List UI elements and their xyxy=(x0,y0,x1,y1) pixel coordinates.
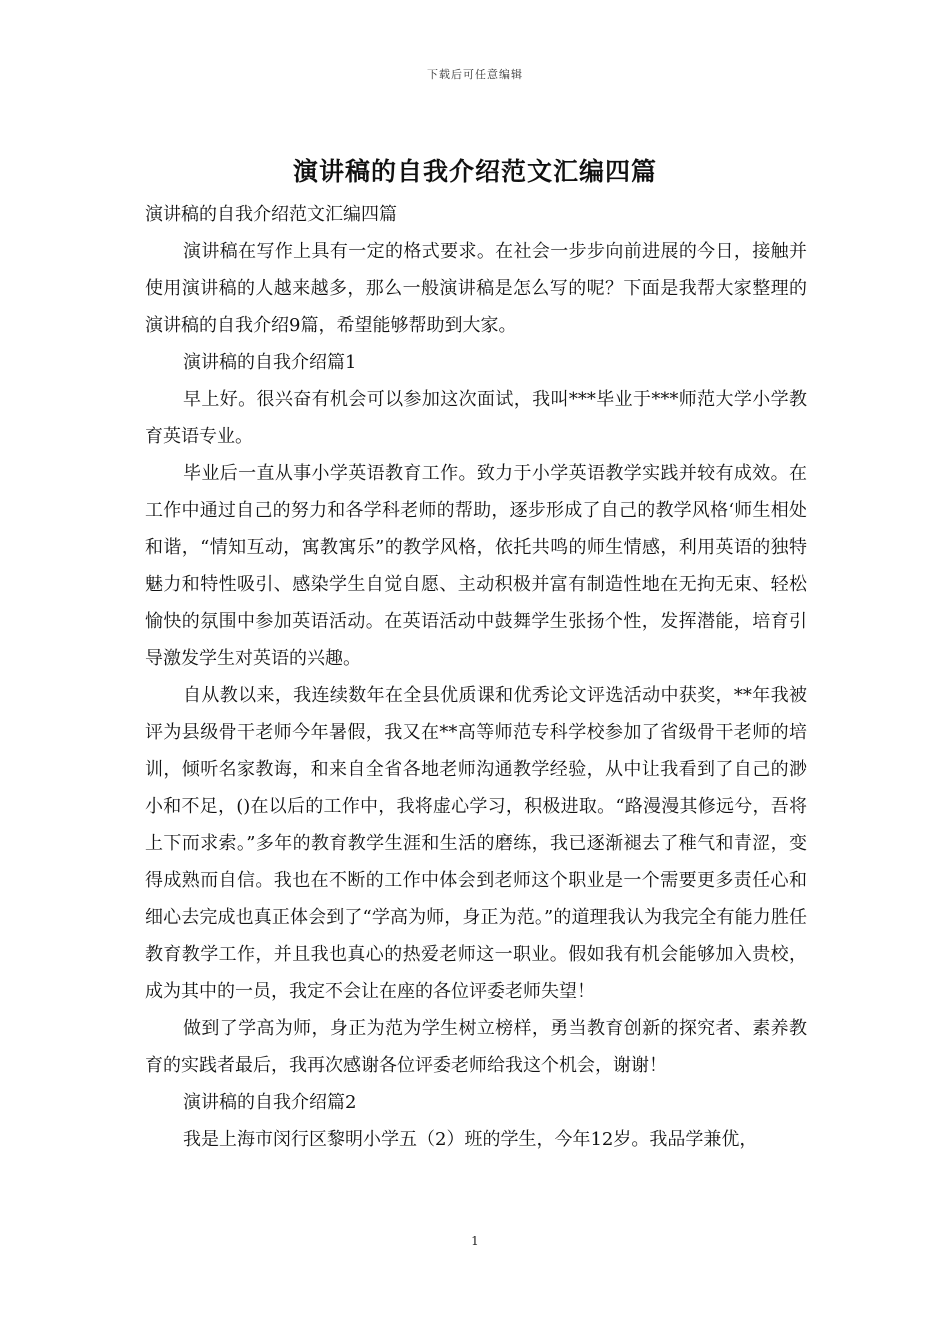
subtitle-paragraph: 演讲稿的自我介绍范文汇编四篇 xyxy=(145,204,397,225)
body-paragraph: 早上好。很兴奋有机会可以参加这次面试，我叫***毕业于***师范大学小学教育英语专业。 xyxy=(145,389,807,447)
body-paragraph: 毕业后一直从事小学英语教育工作。致力于小学英语教学实践并较有成效。在工作中通过自己的努力和各学科老师的帮助，逐步形成了自己的教学风格‘师生相处和谐，“情知互动，寓教寓乐”的教学风格，依托共鸣的师生情感，利用英语的独特魅力和特性吸引、感染学生自觉自愿、主动积极并富有制造性地在无拘无束、轻松愉快的氛围中参加英语活动。在英语活动中鼓舞学生张扬个性，发挥潜能，培育引导激发学生对英语的兴趣。 xyxy=(145,463,807,669)
page-number: 1 xyxy=(471,1234,479,1248)
body-paragraph: 做到了学高为师，身正为范为学生树立榜样，勇当教育创新的探究者、素养教育的实践者最后，我再次感谢各位评委老师给我这个机会，谢谢！ xyxy=(145,1018,807,1076)
section-heading-2: 演讲稿的自我介绍篇2 xyxy=(183,1092,357,1113)
document-title: 演讲稿的自我介绍范文汇编四篇 xyxy=(292,157,657,186)
header-note: 下载后可任意编辑 xyxy=(427,68,523,81)
body-paragraph: 我是上海市闵行区黎明小学五（2）班的学生，今年12岁。我品学兼优， xyxy=(183,1129,758,1150)
body-paragraph: 自从教以来，我连续数年在全县优质课和优秀论文评选活动中获奖，**年我被评为县级骨干老师今年暑假，我又在**高等师范专科学校参加了省级骨干老师的培训，倾听名家教诲，和来自全省各地老师沟通教学经验，从中让我看到了自己的渺小和不足，()在以后的工作中，我将虚心学习，积极进取。“路漫漫其修远兮，吾将上下而求索。”多年的教育教学生涯和生活的磨练，我已逐渐褪去了稚气和青涩，变得成熟而自信。我也在不断的工作中体会到老师这个职业是一个需要更多责任心和细心去完成也真正体会到了“学高为师，身正为范。”的道理我认为我完全有能力胜任教育教学工作，并且我也真心的热爱老师这一职业。假如我有机会能够加入贵校，成为其中的一员，我定不会让在座的各位评委老师失望！ xyxy=(145,685,807,1002)
intro-paragraph: 演讲稿在写作上具有一定的格式要求。在社会一步步向前进展的今日，接触并使用演讲稿的人越来越多，那么一般演讲稿是怎么写的呢？下面是我帮大家整理的演讲稿的自我介绍9篇，希望能够帮助到大家。 xyxy=(145,241,807,336)
section-heading-1: 演讲稿的自我介绍篇1 xyxy=(183,352,357,373)
document-body xyxy=(145,196,807,1158)
